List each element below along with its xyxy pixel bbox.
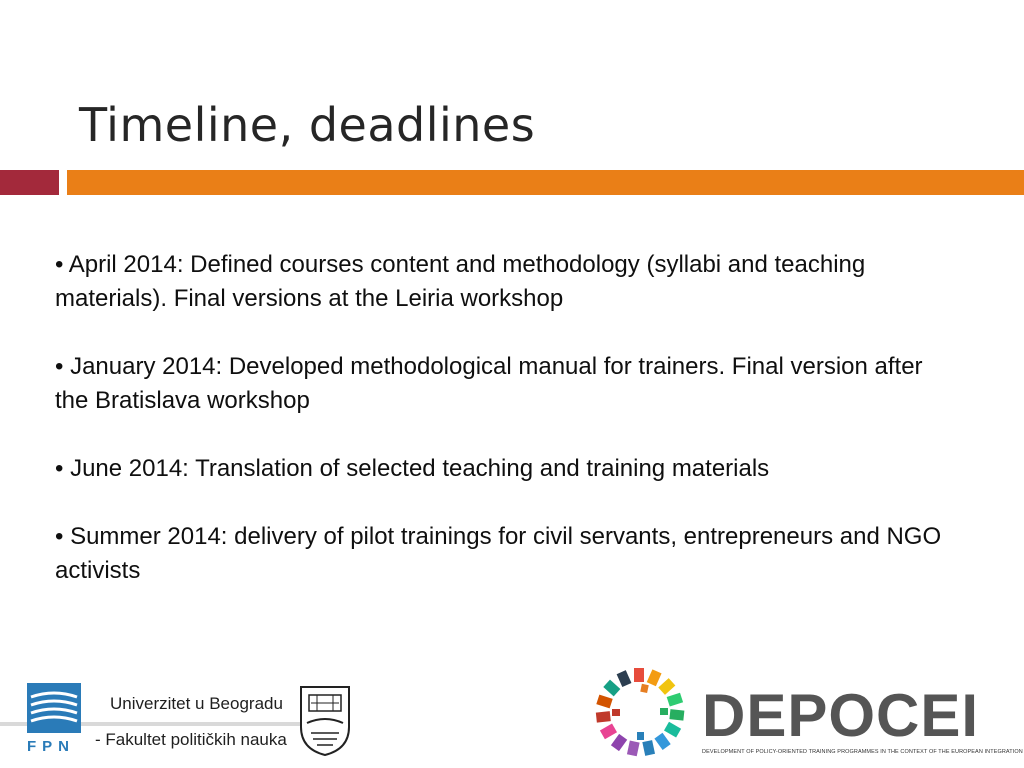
fpn-letters: FPN (27, 738, 75, 755)
depocei-logo-text: DEPOCEI (702, 682, 980, 749)
depocei-tagline: DEVELOPMENT OF POLICY-ORIENTED TRAINING PROGRAMMES IN THE CONTEXT OF THE EUROPEAN INTEGRATION (702, 749, 1023, 755)
slide-title: Timeline, deadlines (79, 98, 536, 152)
bullet-item: • June 2014: Translation of selected teaching and training materials (55, 455, 770, 482)
bullet-item: • Summer 2014: delivery of pilot trainings for civil servants, entrepreneurs and NGO activists (55, 523, 942, 584)
header-accent-red-bar (0, 170, 59, 195)
university-name: Univerzitet u Beogradu (110, 694, 283, 713)
university-crest-icon (297, 683, 353, 757)
faculty-name: - Fakultet političkih nauka (95, 730, 287, 749)
bullet-item: • January 2014: Developed methodological manual for trainers. Final version after the Bratislava workshop (55, 353, 923, 414)
bullet-item: • April 2014: Defined courses content and methodology (syllabi and teaching materials). Final versions at the Leiria workshop (55, 251, 866, 312)
depocei-wheel-icon (590, 662, 690, 762)
slide-content (55, 248, 955, 622)
header-accent-orange-bar (67, 170, 1024, 195)
